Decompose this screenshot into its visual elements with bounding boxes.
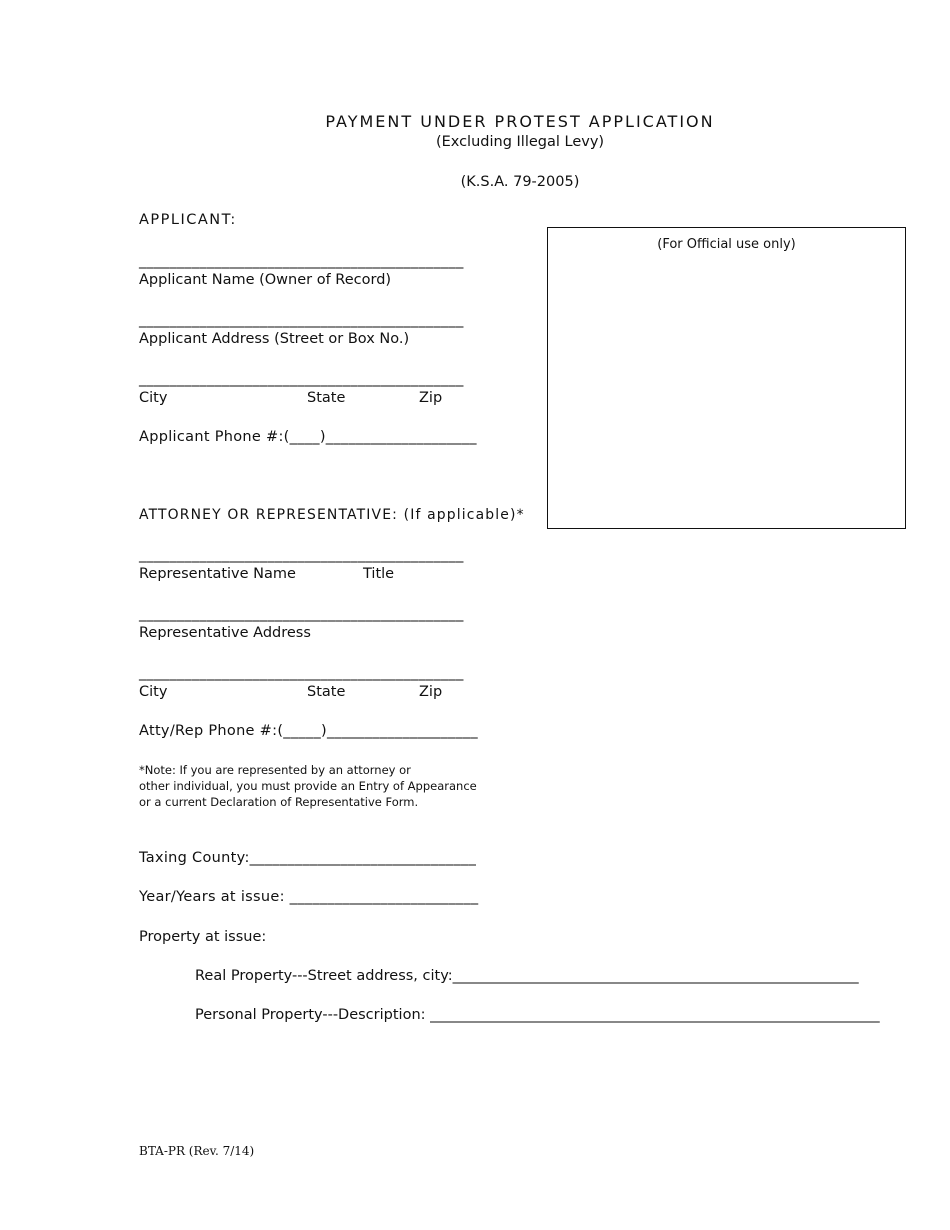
official-use-box	[547, 227, 906, 529]
applicant-state-label: State	[307, 390, 346, 406]
applicant-city-state-zip-field[interactable]: ___________________________________________	[139, 371, 464, 387]
representative-city-state-zip-field[interactable]: ___________________________________________	[139, 665, 464, 681]
applicant-address-field[interactable]: ___________________________________________	[139, 312, 464, 328]
representative-address-label: Representative Address	[139, 625, 311, 641]
applicant-phone-field[interactable]: Applicant Phone #:(____)____________________	[139, 429, 477, 445]
note-line-2: other individual, you must provide an Entry of Appearance	[139, 779, 477, 793]
representative-name-field[interactable]: ___________________________________________	[139, 547, 464, 563]
representative-title-label: Title	[363, 566, 395, 582]
representative-state-label: State	[307, 684, 346, 700]
representative-city-label: City	[139, 684, 168, 700]
representation-note	[139, 762, 519, 810]
years-at-issue-field[interactable]: Year/Years at issue: _________________________	[139, 889, 479, 905]
note-line-3: or a current Declaration of Representative Form.	[139, 795, 419, 809]
personal-property-field[interactable]: Personal Property---Description: ______________________________________________________________	[195, 1007, 880, 1023]
representative-address-field[interactable]: ___________________________________________	[139, 606, 464, 622]
representative-zip-label: Zip	[419, 684, 443, 700]
official-use-label: (For Official use only)	[657, 237, 796, 252]
representative-name-label: Representative Name	[139, 566, 296, 582]
form-revision-id: BTA-PR (Rev. 7/14)	[139, 1144, 255, 1158]
form-subtitle: (Excluding Illegal Levy)	[435, 134, 605, 150]
representative-heading: ATTORNEY OR REPRESENTATIVE: (If applicable)*	[139, 507, 525, 523]
applicant-city-label: City	[139, 390, 168, 406]
taxing-county-field[interactable]: Taxing County:______________________________	[139, 850, 477, 866]
representative-phone-field[interactable]: Atty/Rep Phone #:(_____)____________________	[139, 723, 478, 739]
applicant-name-field[interactable]: ___________________________________________	[139, 253, 464, 269]
real-property-field[interactable]: Real Property---Street address, city:________________________________________________________	[195, 968, 859, 984]
note-line-1: *Note: If you are represented by an attorney or	[139, 763, 411, 777]
applicant-name-label: Applicant Name (Owner of Record)	[139, 272, 392, 288]
applicant-address-label: Applicant Address (Street or Box No.)	[139, 331, 410, 347]
applicant-heading: APPLICANT:	[139, 212, 237, 228]
property-at-issue-label: Property at issue:	[139, 929, 267, 945]
applicant-zip-label: Zip	[419, 390, 443, 406]
form-title: PAYMENT UNDER PROTEST APPLICATION	[325, 112, 715, 131]
statute-reference: (K.S.A. 79-2005)	[460, 174, 580, 190]
